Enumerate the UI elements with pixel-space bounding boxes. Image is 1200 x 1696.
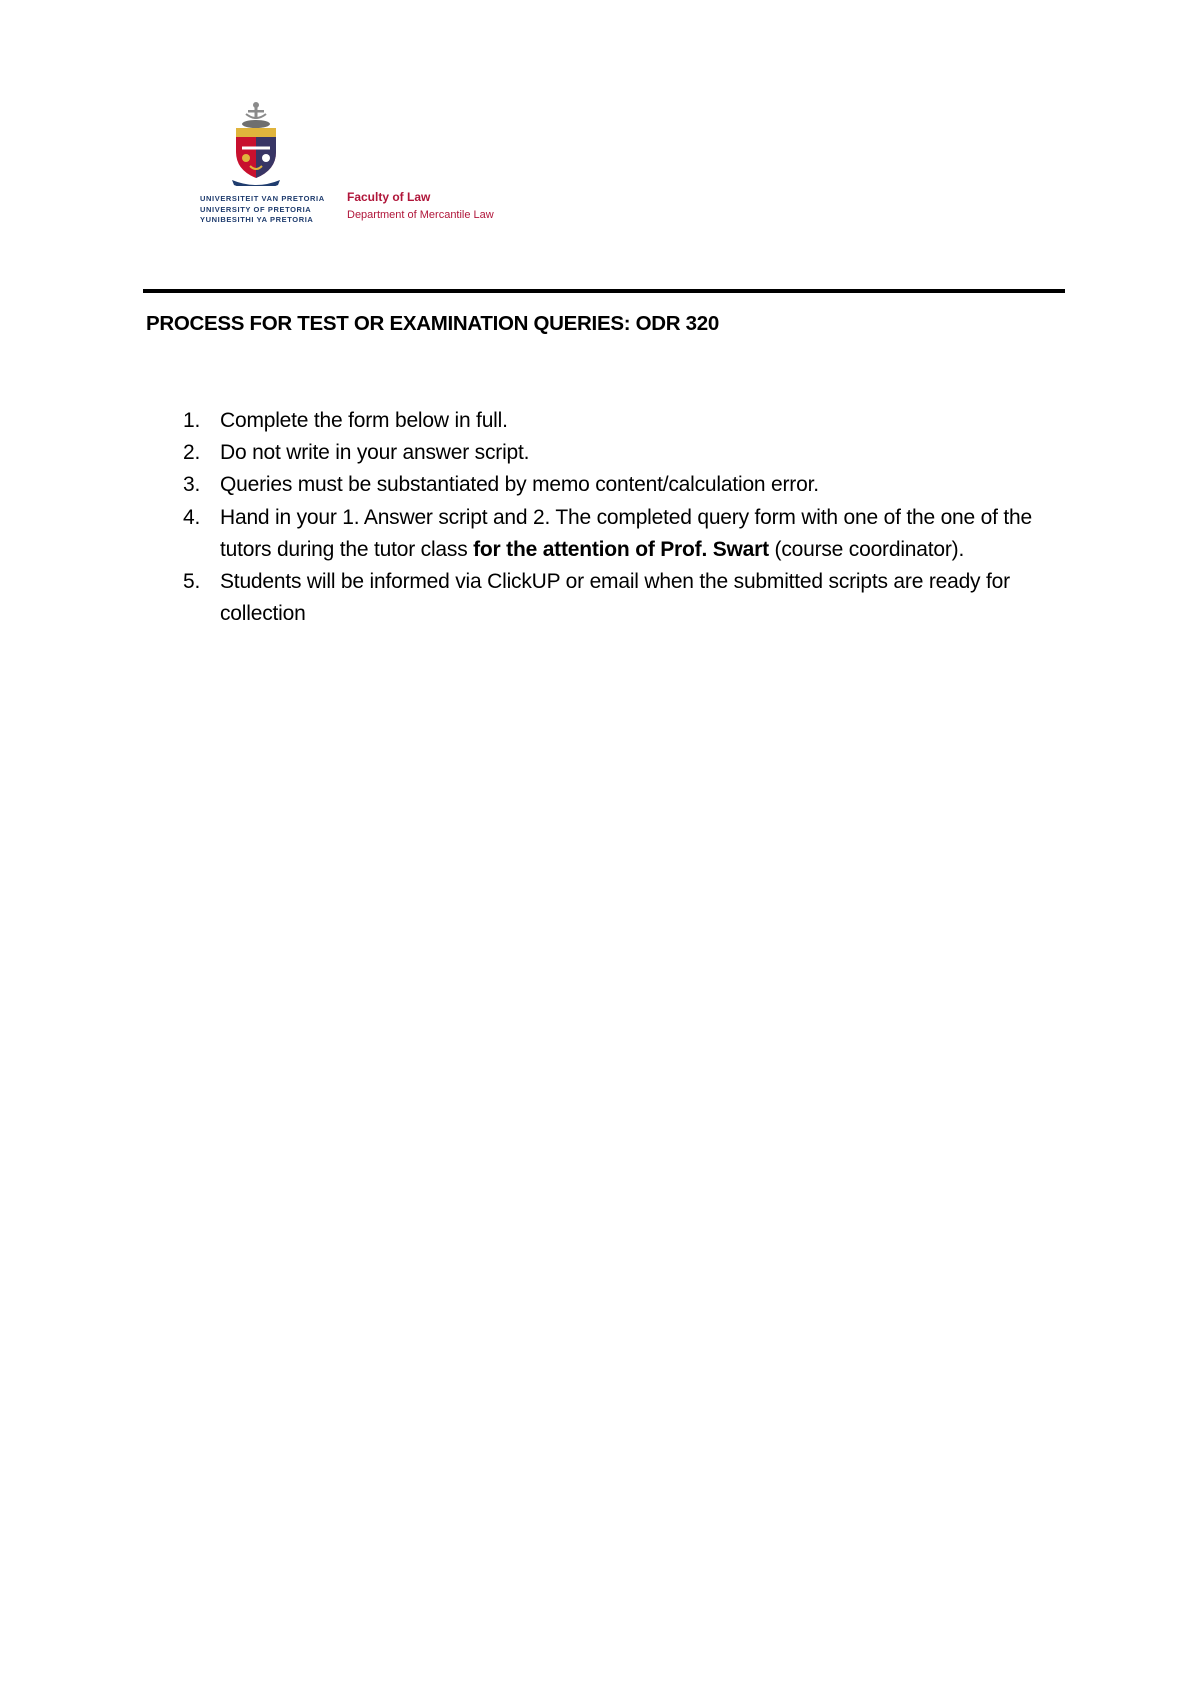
department-name: Department of Mercantile Law [347,209,494,221]
document-title: PROCESS FOR TEST OR EXAMINATION QUERIES: ODR 320 [146,312,719,335]
step-text [220,437,1053,469]
list-item [183,437,1053,469]
university-name-afrikaans: UNIVERSITEIT VAN PRETORIA [200,194,325,203]
university-names [200,194,325,226]
university-crest-logo [228,100,284,186]
step-number: 1. [183,409,201,432]
step-text [220,502,1053,566]
step-text-start: Students will be informed via ClickUP or email when the submitted scripts are ready for collection [220,570,1010,626]
letterhead [200,100,560,230]
university-name-sepedi: YUNIBESITHI YA PRETORIA [200,215,314,224]
step-text [220,566,1053,630]
step-text-start: Queries must be substantiated by memo content/calculation error. [220,473,819,497]
list-item [183,566,1053,630]
step-text-start: Do not write in your answer script. [220,441,530,465]
university-name-english: UNIVERSITY OF PRETORIA [200,204,312,214]
header-divider [143,289,1065,293]
process-steps-list [183,405,1053,630]
step-number: 5. [183,570,201,594]
list-item [183,502,1053,566]
faculty-block [347,188,567,224]
step-number: 2. [183,441,201,465]
list-item [183,405,1053,437]
faculty-name: Faculty of Law [347,190,431,204]
step-text-emphasis: for the attention of Prof. Swart [473,537,769,561]
step-text-start: Complete the form below in full. [220,409,508,432]
step-number: 3. [183,473,201,497]
step-number: 4. [183,505,201,529]
step-text-end: (course coordinator). [768,537,965,561]
step-text-start: Hand in your 1. Answer script and 2. The completed query form with one of the one of the tutors during the tutor class [220,505,1032,561]
step-text [220,405,1053,437]
step-text [220,469,1053,501]
list-item [183,469,1053,501]
